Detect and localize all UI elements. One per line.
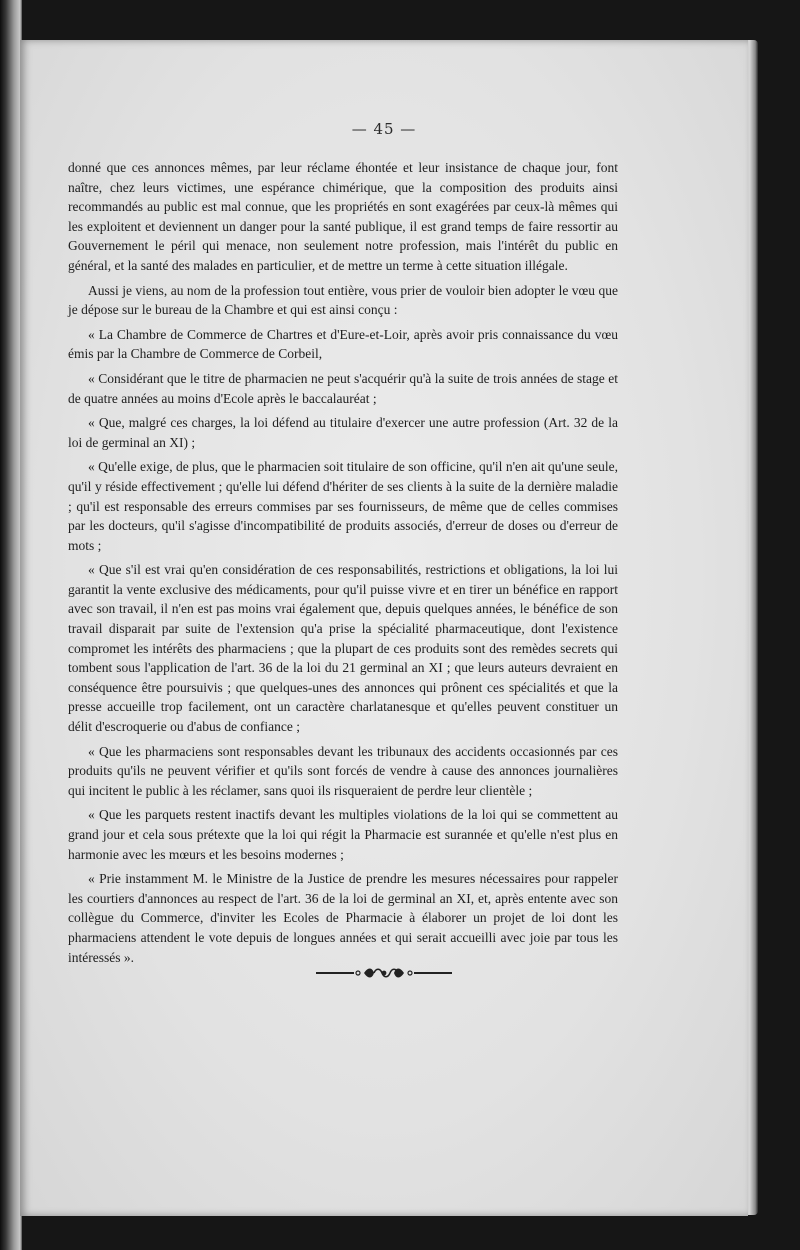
paragraph: « Que les parquets restent inactifs devant les multiples violations de la loi qui se commettent au grand jour et cela sous prétexte que la loi qui régit la Pharmacie est surannée et qu'elle n'est plus en harmonie avec les mœurs et les besoins modernes ; [68,807,618,862]
paragraph: Aussi je viens, au nom de la profession tout entière, vous prier de vouloir bien adopter le vœu que je dépose sur le bureau de la Chambre et qui est ainsi conçu : [68,282,618,318]
body-text [68,158,618,972]
book-binding-edge [0,0,22,1250]
paragraph: « Considérant que le titre de pharmacien ne peut s'acquérir qu'à la suite de trois années de stage et de quatre années au moins d'Ecole après le baccalauréat ; [68,370,618,406]
paragraph: « Que, malgré ces charges, la loi défend au titulaire d'exercer une autre profession (Art. 32 de la loi de germinal an XI) ; [68,415,618,450]
paragraph: « Que les pharmaciens sont responsables devant les tribunaux des accidents occasionnés par ces produits qu'ils ne peuvent vérifier et qu'ils sont forcés de vendre à cause des annonces journalières qui incitent le public à les réclamer, sans quoi ils risqueraient de perdre leur clientèle ; [68,743,618,798]
fleuron-divider-icon [314,965,454,981]
paragraph: donné que ces annonces mêmes, par leur réclame éhontée et leur insistance de chaque jour, font naître, chez leurs victimes, une espérance chimérique, que la composition des produits ainsi recommandés au public est mal connue, que les propriétés en sont exagérées par ceux-là mêmes qui les exploitent et deviennent un danger pour la santé publique, il est grand temps de faire ressortir au Gouvernement le péril qui menace, non seulement notre profession, mais l'intérêt du public en général, et la santé des malades en particulier, et de mettre un terme à cette situation illégale. [68,160,618,273]
book-page [20,40,748,1216]
paragraph: « La Chambre de Commerce de Chartres et d'Eure-et-Loir, après avoir pris connaissance du vœu émis par la Chambre de Commerce de Corbeil, [68,326,618,362]
paragraph: « Qu'elle exige, de plus, que le pharmacien soit titulaire de son officine, qu'il n'en ait qu'une seule, qu'il y réside effectivement ; qu'elle lui défend d'hériter de ses clients à la suite de la dernière maladie ; qu'il est responsable des erreurs commises par ses fournisseurs, de même que de celles commises par les docteurs, qu'il s'agisse d'incompatibilité de produits associés, d'erreur de doses ou d'erreur de mots ; [68,459,618,553]
paragraph: « Que s'il est vrai qu'en considération de ces responsabilités, restrictions et obligations, la loi lui garantit la vente exclusive des médicaments, pour qu'il puisse vivre et en tirer un bénéfice en rapport avec son travail, il n'en est pas moins vrai également que, depuis quelques années, le bénéfice de son travail disparait par suite de l'extension qu'a prise la spécialité pharmaceutique, dont l'existence compromet les intérêts des pharmaciens ; que la plupart de ces produits sont des remèdes secrets qui tombent sous l'application de l'art. 36 de la loi du 21 germinal an XI ; que leurs auteurs devraient en conséquence être poursuivis ; que quelques-unes des annonces qui prônent ces spécialités et que la presse accueille trop facilement, ont un caractère charlatanesque et qu'elles peuvent constituer un délit d'escroquerie ou d'abus de confiance ; [68,562,618,735]
paragraph: « Prie instamment M. le Ministre de la Justice de prendre les mesures nécessaires pour rappeler les courtiers d'annonces au respect de l'art. 36 de la loi de germinal an XI, et, après entente avec son collègue du Commerce, d'inviter les Ecoles de Pharmacie à élaborer un projet de loi dont les pharmaciens attendent le vote depuis de longues années et qui serait accueilli avec joie par tous les intéressés ». [68,871,618,965]
ornament-divider [20,965,748,981]
page-number: — 45 — [351,120,417,138]
